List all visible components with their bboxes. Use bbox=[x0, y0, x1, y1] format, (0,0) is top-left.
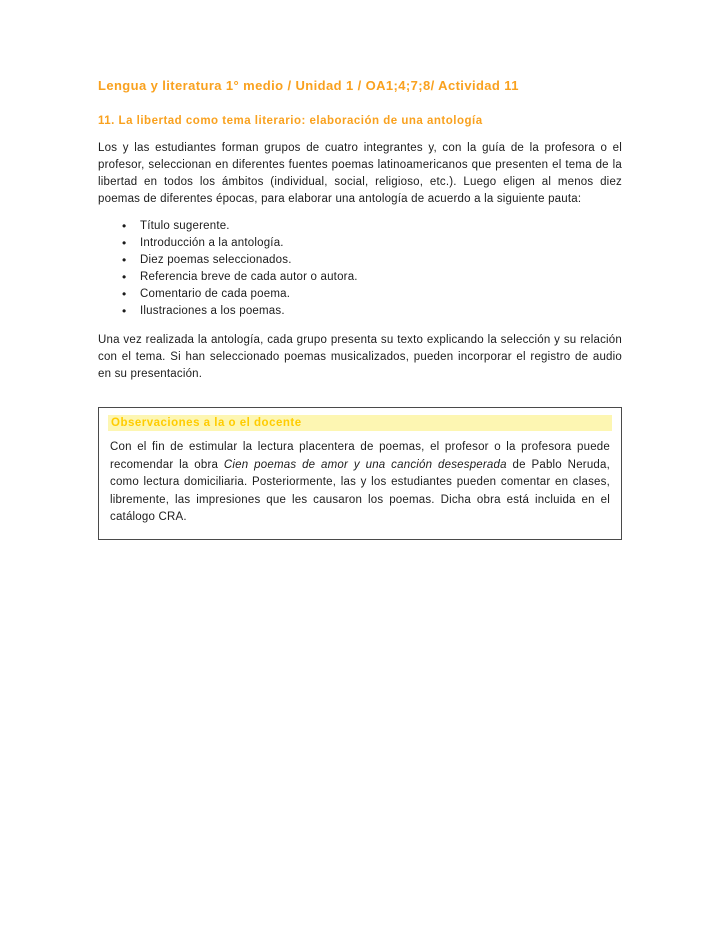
list-item: • Ilustraciones a los poemas. bbox=[98, 303, 622, 320]
list-item: • Título sugerente. bbox=[98, 218, 622, 235]
breadcrumb: Lengua y literatura 1° medio / Unidad 1 / OA1;4;7;8/ Actividad 11 bbox=[98, 78, 519, 93]
note-body-prefix: Con el fin de estimular la lectura placentera de poemas, el profesor o la profesora puede recomendar la obra bbox=[110, 441, 610, 471]
book-title: Cien poemas de amor y una canción desesperada bbox=[223, 458, 507, 471]
teacher-note-box bbox=[98, 407, 622, 540]
list-item: • Comentario de cada poema. bbox=[98, 286, 622, 303]
closing-paragraph: Una vez realizada la antología, cada grupo presenta su texto explicando la selección y su relación con el tema. Si han seleccionado poemas musicalizados, pueden incorporar el registro de audio en su presentación. bbox=[98, 334, 622, 380]
note-body bbox=[108, 439, 612, 527]
note-title: Observaciones a la o el docente bbox=[108, 415, 612, 431]
list-item: • Diez poemas seleccionados. bbox=[98, 252, 622, 269]
list-item: • Referencia breve de cada autor o autora. bbox=[98, 269, 622, 286]
pauta-list bbox=[98, 218, 622, 320]
activity-title: 11. La libertad como tema literario: elaboración de una antología bbox=[98, 115, 483, 127]
intro-paragraph: Los y las estudiantes forman grupos de cuatro integrantes y, con la guía de la profesora o el profesor, seleccionan en diferentes fuentes poemas latinoamericanos que presenten el tema de la libertad en todos los ámbitos (individual, social, religioso, etc.). Luego eligen al menos diez poemas de diferentes épocas, para elaborar una antología de acuerdo a la siguiente pauta: bbox=[98, 142, 622, 205]
list-item: • Introducción a la antología. bbox=[98, 235, 622, 252]
note-body-suffix: de Pablo Neruda, como lectura domiciliaria. Posteriormente, las y los estudiantes pueden comentar en clases, libremente, las impresiones que les causaron los poemas. Dicha obra está incluida en el catálogo CRA. bbox=[110, 458, 610, 523]
